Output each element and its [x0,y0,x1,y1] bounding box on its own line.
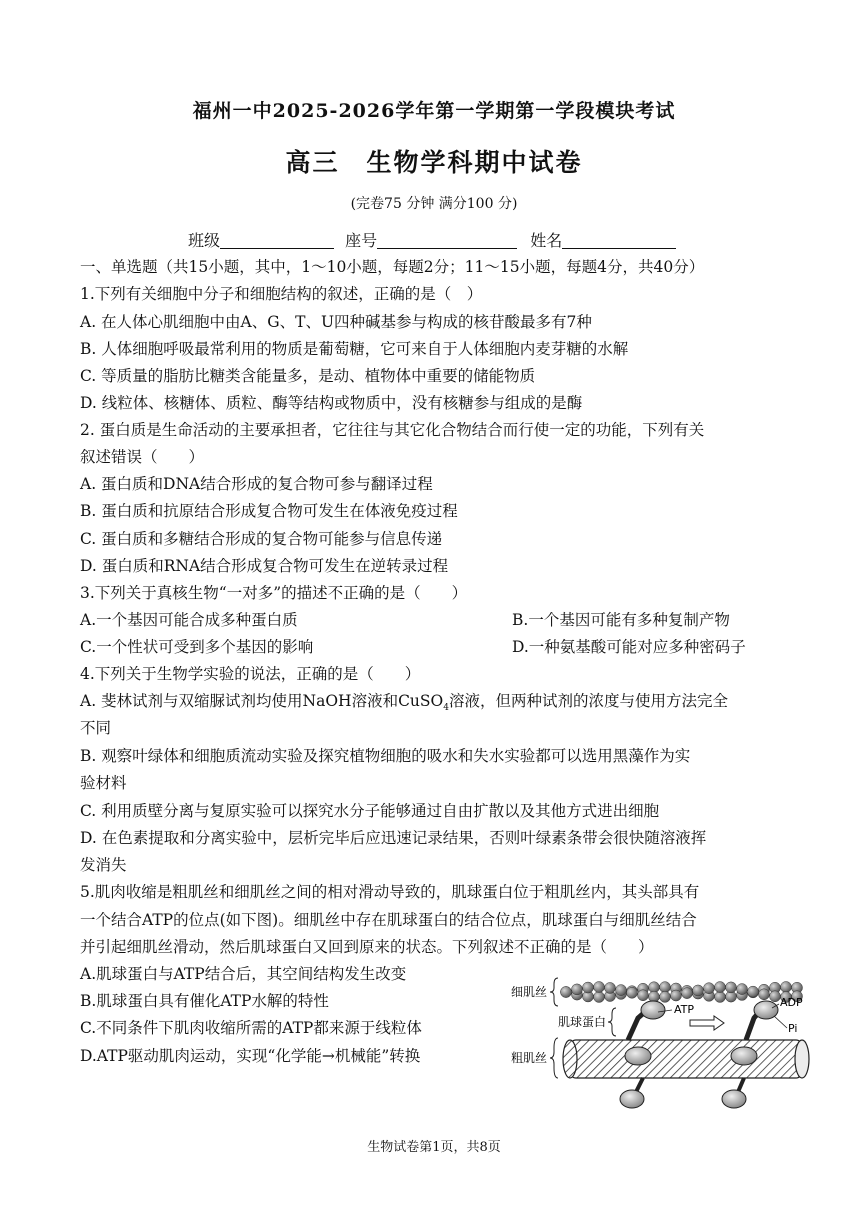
q2-option-c: C. 蛋白质和多糖结合形成的复合物可能参与信息传递 [80,530,443,548]
q5-option-c: C.不同条件下肌肉收缩所需的ATP都来源于线粒体 [80,1019,422,1037]
actin-bead [660,991,671,1002]
q5-stem-line2: 一个结合ATP的位点(如下图)。细肌丝中存在肌球蛋白的结合位点，肌球蛋白与细肌丝结合 [80,911,697,929]
q4-stem: 4.下列关于生物学实验的说法，正确的是（ ） [80,665,421,683]
actin-bead [594,991,605,1002]
class-blank [220,232,334,249]
q5-stem-line1: 5.肌肉收缩是粗肌丝和细肌丝之间的相对滑动导致的，肌球蛋白位于粗肌丝内，其头部具有 [80,883,700,901]
thick-filament-end [795,1040,809,1078]
actin-bead [594,982,605,993]
sliding-arrow [690,1016,724,1030]
student-info-row [188,228,676,251]
q3-option-a: A.一个基因可能合成多种蛋白质 [80,611,298,629]
actin-bead [704,983,715,994]
class-label: 班级 [188,231,221,250]
q1-option-b: B. 人体细胞呼吸最常利用的物质是葡萄糖，它可来自于人体细胞内麦芽糖的水解 [80,340,629,358]
actin-bead [715,991,726,1002]
pi-pointer [774,1016,787,1028]
muscle-filament-diagram [508,968,813,1116]
lower-head-right [722,1090,746,1108]
actin-bead [660,982,671,993]
actin-bead [561,987,572,998]
actin-bead-strands [561,982,803,1003]
thick-filament-body [570,1040,802,1078]
paper-subtitle: (完卷75 分钟 满分100 分) [350,196,518,212]
myosin-brace [608,1008,616,1036]
thick-filament-start [563,1040,577,1078]
q5-option-d: D.ATP驱动肌肉运动，实现“化学能→机械能”转换 [80,1047,421,1065]
q4-a-text-pre: A. 斐林试剂与双缩脲试剂均使用NaOH溶液和CuSO [80,692,444,710]
actin-bead [572,984,583,995]
actin-bead [682,988,693,999]
actin-bead [770,991,781,1002]
q4-option-d-line1: D. 在色素提取和分离实验中，层析完毕后应迅速记录结果，否则叶绿素条带会很快随溶液挥 [80,829,707,847]
myosin-head-body-right [731,1047,757,1065]
name-blank [562,232,676,249]
section-heading: 一、单选题（共15小题，其中，1～10小题，每题2分；11～15小题，每题4分，共40分） [80,258,705,276]
q2-option-b: B. 蛋白质和抗原结合形成复合物可发生在体液免疫过程 [80,502,458,520]
page-footer: 生物试卷第1页，共8页 [367,1140,501,1155]
school-exam-heading: 福州一中2025-2026学年第一学期第一学段模块考试 [192,100,676,122]
q4-option-a-line2: 不同 [80,719,112,737]
q4-option-a-line1 [80,690,728,719]
thick-filament-brace [550,1038,558,1078]
q4-a-subscript: 4 [443,703,449,714]
q4-option-c: C. 利用质壁分离与复原实验可以探究水分子能够通过自由扩散以及其他方式进出细胞 [80,802,660,820]
actin-bead [726,982,737,993]
q1-option-d: D. 线粒体、核糖体、质粒、酶等结构或物质中，没有核糖参与组成的是酶 [80,394,583,412]
q1-option-c: C. 等质量的脂肪比糖类含能量多，是动、植物体中重要的储能物质 [80,367,536,385]
lower-neck-left [636,1078,643,1092]
pi-label: Pi [788,1022,798,1035]
atp-label: ATP [674,1003,695,1016]
q3-option-b: B.一个基因可能有多种复制产物 [512,611,730,629]
actin-bead [671,990,682,1001]
actin-bead [583,982,594,993]
myosin-head-body-left [625,1047,651,1065]
actin-bead [693,985,704,996]
q5-option-b: B.肌球蛋白具有催化ATP水解的特性 [80,992,329,1010]
q2-option-a: A. 蛋白质和DNA结合形成的复合物可参与翻译过程 [80,475,433,493]
q4-option-b-line2: 验材料 [80,774,127,792]
actin-bead [627,987,638,998]
myosin-label: 肌球蛋白 [558,1015,607,1029]
q3-option-d: D.一种氨基酸可能对应多种密码子 [512,638,746,656]
actin-bead [715,982,726,993]
q3-option-c: C.一个性状可受到多个基因的影响 [80,638,314,656]
q4-option-d-line2: 发消失 [80,856,127,874]
q5-option-a: A.肌球蛋白与ATP结合后，其空间结构发生改变 [80,965,407,983]
q4-a-text-post: 溶液，但两种试剂的浓度与使用方法完全 [448,692,728,710]
q1-stem: 1.下列有关细胞中分子和细胞结构的叙述，正确的是（ ） [80,285,483,303]
q2-stem-line2: 叙述错误（ ） [80,448,205,466]
actin-bead [737,984,748,995]
name-label: 姓名 [530,231,563,250]
actin-bead [616,985,627,996]
lower-head-left [620,1090,644,1108]
q1-option-a: A. 在人体心肌细胞中由A、G、T、U四种碱基参与构成的核苷酸最多有7种 [80,313,592,331]
actin-bead [638,990,649,1001]
seat-label: 座号 [345,231,378,250]
q2-option-d: D. 蛋白质和RNA结合形成复合物可发生在逆转录过程 [80,557,449,575]
q3-stem: 3.下列关于真核生物“一对多”的描述不正确的是（ ） [80,584,468,602]
q4-option-b-line1: B. 观察叶绿体和细胞质流动实验及探究植物细胞的吸水和失水实验都可以选用黑藻作为实 [80,747,691,765]
actin-bead [759,989,770,1000]
adp-label: ADP [780,996,803,1009]
paper-title: 高三 生物学科期中试卷 [285,148,583,177]
actin-bead [781,982,792,993]
q5-stem-line3: 并引起细肌丝滑动，然后肌球蛋白又回到原来的状态。下列叙述不正确的是（ ） [80,938,654,956]
thick-filament-label: 粗肌丝 [511,1051,548,1065]
actin-bead [605,982,616,993]
myosin-head-left [641,1001,665,1019]
seat-blank [377,232,517,249]
q2-stem-line1: 2. 蛋白质是生命活动的主要承担者，它往往与其它化合物结合而行使一定的功能，下列有关 [80,421,705,439]
thin-filament-brace [550,978,558,1006]
lower-neck-right [738,1078,744,1092]
thin-filament-label: 细肌丝 [511,985,548,999]
actin-bead [748,986,759,997]
